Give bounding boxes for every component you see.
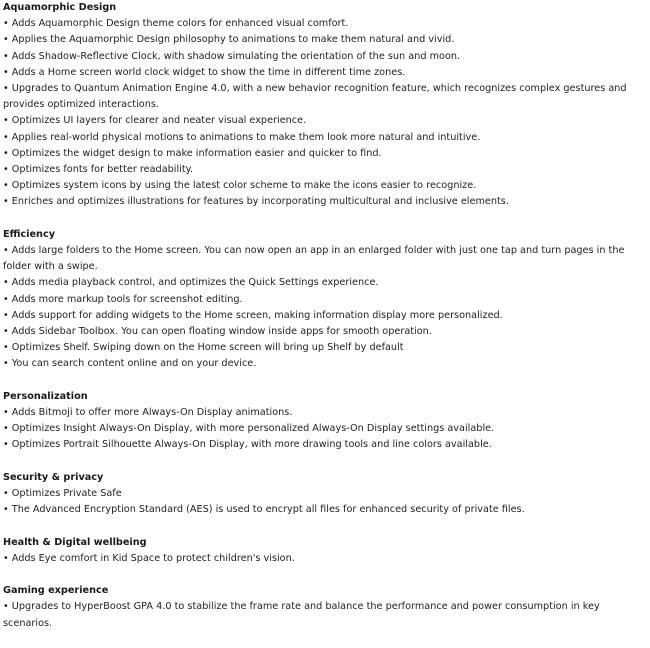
list-item: [3, 551, 649, 567]
list-item: [3, 405, 649, 421]
section: [3, 583, 649, 632]
list-item: [3, 308, 649, 324]
list-item: [3, 178, 649, 194]
list-item-text: Adds Eye comfort in Kid Space to protect children's vision.: [11, 552, 295, 564]
bullet-icon: •: [3, 326, 12, 338]
section-title: Health & Digital wellbeing: [3, 536, 147, 548]
bullet-icon: •: [3, 277, 12, 289]
list-item-text: Optimizes Shelf. Swiping down on the Home screen will bring up Shelf by default: [11, 342, 404, 354]
list-item-text: Adds Aquamorphic Design theme colors for enhanced visual comfort.: [11, 18, 349, 30]
bullet-icon: •: [3, 245, 12, 256]
bullet-icon: •: [3, 180, 12, 192]
bullet-icon: •: [3, 504, 12, 516]
section: [3, 535, 649, 567]
bullet-icon: •: [3, 131, 12, 143]
bullet-icon: •: [3, 487, 12, 499]
list-item-text: Optimizes fonts for better readability.: [11, 164, 194, 176]
bullet-list: [3, 405, 649, 454]
list-item: [3, 16, 649, 32]
section: [3, 227, 649, 373]
bullet-list: [3, 243, 649, 373]
section-title: Gaming experience: [3, 585, 109, 597]
list-item: [3, 146, 649, 162]
list-item: [3, 437, 649, 453]
bullet-icon: •: [3, 293, 12, 305]
bullet-icon: •: [3, 196, 12, 208]
bullet-icon: •: [3, 342, 12, 354]
bullet-icon: •: [3, 552, 12, 564]
bullet-icon: •: [3, 18, 12, 30]
bullet-icon: •: [3, 407, 12, 418]
bullet-icon: •: [3, 34, 12, 46]
list-item-text: Applies real-world physical motions to animations to make them look more natural and intuitive.: [11, 131, 481, 143]
list-item-text: Applies the Aquamorphic Design philosophy to animations to make them natural and vivid.: [11, 34, 455, 46]
list-item: [3, 113, 649, 129]
bullet-list: [3, 16, 649, 210]
list-item-text: Optimizes Insight Always-On Display, with more personalized Always-On Display settings available.: [11, 423, 495, 435]
list-item-text: Adds a Home screen world clock widget to show the time in different time zones.: [11, 66, 406, 78]
list-item-text: Adds media playback control, and optimizes the Quick Settings experience.: [11, 277, 379, 289]
list-item-text: Optimizes the widget design to make information easier and quicker to find.: [11, 147, 382, 159]
list-item: [3, 324, 649, 340]
bullet-list: [3, 486, 649, 518]
list-item-text: Adds Bitmoji to offer more Always-On Display animations.: [11, 407, 293, 418]
bullet-icon: •: [3, 423, 12, 435]
list-item: [3, 292, 649, 308]
list-item: [3, 356, 649, 372]
list-item-text: Upgrades to Quantum Animation Engine 4.0, with a new behavior recognition feature, which recognizes complex gestures and provides optimized interactions.: [3, 83, 627, 111]
bullet-list: [3, 599, 649, 631]
bullet-icon: •: [3, 115, 12, 127]
bullet-icon: •: [3, 358, 12, 370]
section-title: Security & privacy: [3, 471, 104, 483]
list-item: [3, 502, 649, 518]
list-item: [3, 194, 649, 210]
bullet-icon: •: [3, 83, 12, 94]
list-item-text: Optimizes Portrait Silhouette Always-On Display, with more drawing tools and line colors available.: [11, 439, 492, 451]
bullet-icon: •: [3, 164, 12, 176]
list-item: [3, 65, 649, 81]
bullet-icon: •: [3, 50, 12, 62]
list-item: [3, 49, 649, 65]
section: [3, 470, 649, 519]
list-item-text: Optimizes system icons by using the latest color scheme to make the icons easier to recognize.: [11, 180, 477, 192]
list-item: [3, 81, 649, 113]
bullet-icon: •: [3, 309, 12, 321]
list-item: [3, 130, 649, 146]
list-item-text: Adds Shadow-Reflective Clock, with shadow simulating the orientation of the sun and moon.: [11, 50, 461, 62]
list-item-text: Adds large folders to the Home screen. You can now open an app in an enlarged folder with just one tap and turn pages in the folder with a swipe.: [3, 245, 625, 273]
list-item-text: Enriches and optimizes illustrations for features by incorporating multicultural and inclusive elements.: [11, 196, 509, 208]
list-item: [3, 162, 649, 178]
list-item: [3, 243, 649, 275]
list-item: [3, 421, 649, 437]
list-item-text: Optimizes Private Safe: [11, 487, 122, 499]
section-title: Aquamorphic Design: [3, 2, 117, 13]
bullet-icon: •: [3, 439, 12, 451]
section-title: Efficiency: [3, 228, 56, 240]
list-item: [3, 486, 649, 502]
section-title: Personalization: [3, 390, 88, 402]
bullet-icon: •: [3, 66, 12, 78]
list-item: [3, 340, 649, 356]
bullet-list: [3, 551, 649, 567]
list-item-text: Adds support for adding widgets to the Home screen, making information display more personalized.: [11, 309, 503, 321]
bullet-icon: •: [3, 601, 12, 613]
section: [3, 389, 649, 454]
list-item-text: The Advanced Encryption Standard (AES) is used to encrypt all files for enhanced security of private files.: [11, 504, 525, 516]
list-item-text: Adds more markup tools for screenshot editing.: [11, 293, 243, 305]
list-item-text: Adds Sidebar Toolbox. You can open floating window inside apps for smooth operation.: [11, 326, 432, 338]
list-item-text: Upgrades to HyperBoost GPA 4.0 to stabilize the frame rate and balance the performance and power consumption in key scenarios.: [3, 601, 600, 629]
list-item: [3, 275, 649, 291]
release-notes-document: [3, 0, 649, 648]
section: [3, 0, 649, 211]
list-item-text: Optimizes UI layers for clearer and neater visual experience.: [11, 115, 307, 127]
list-item: [3, 32, 649, 48]
list-item-text: You can search content online and on your device.: [11, 358, 257, 370]
list-item: [3, 599, 649, 631]
bullet-icon: •: [3, 147, 12, 159]
